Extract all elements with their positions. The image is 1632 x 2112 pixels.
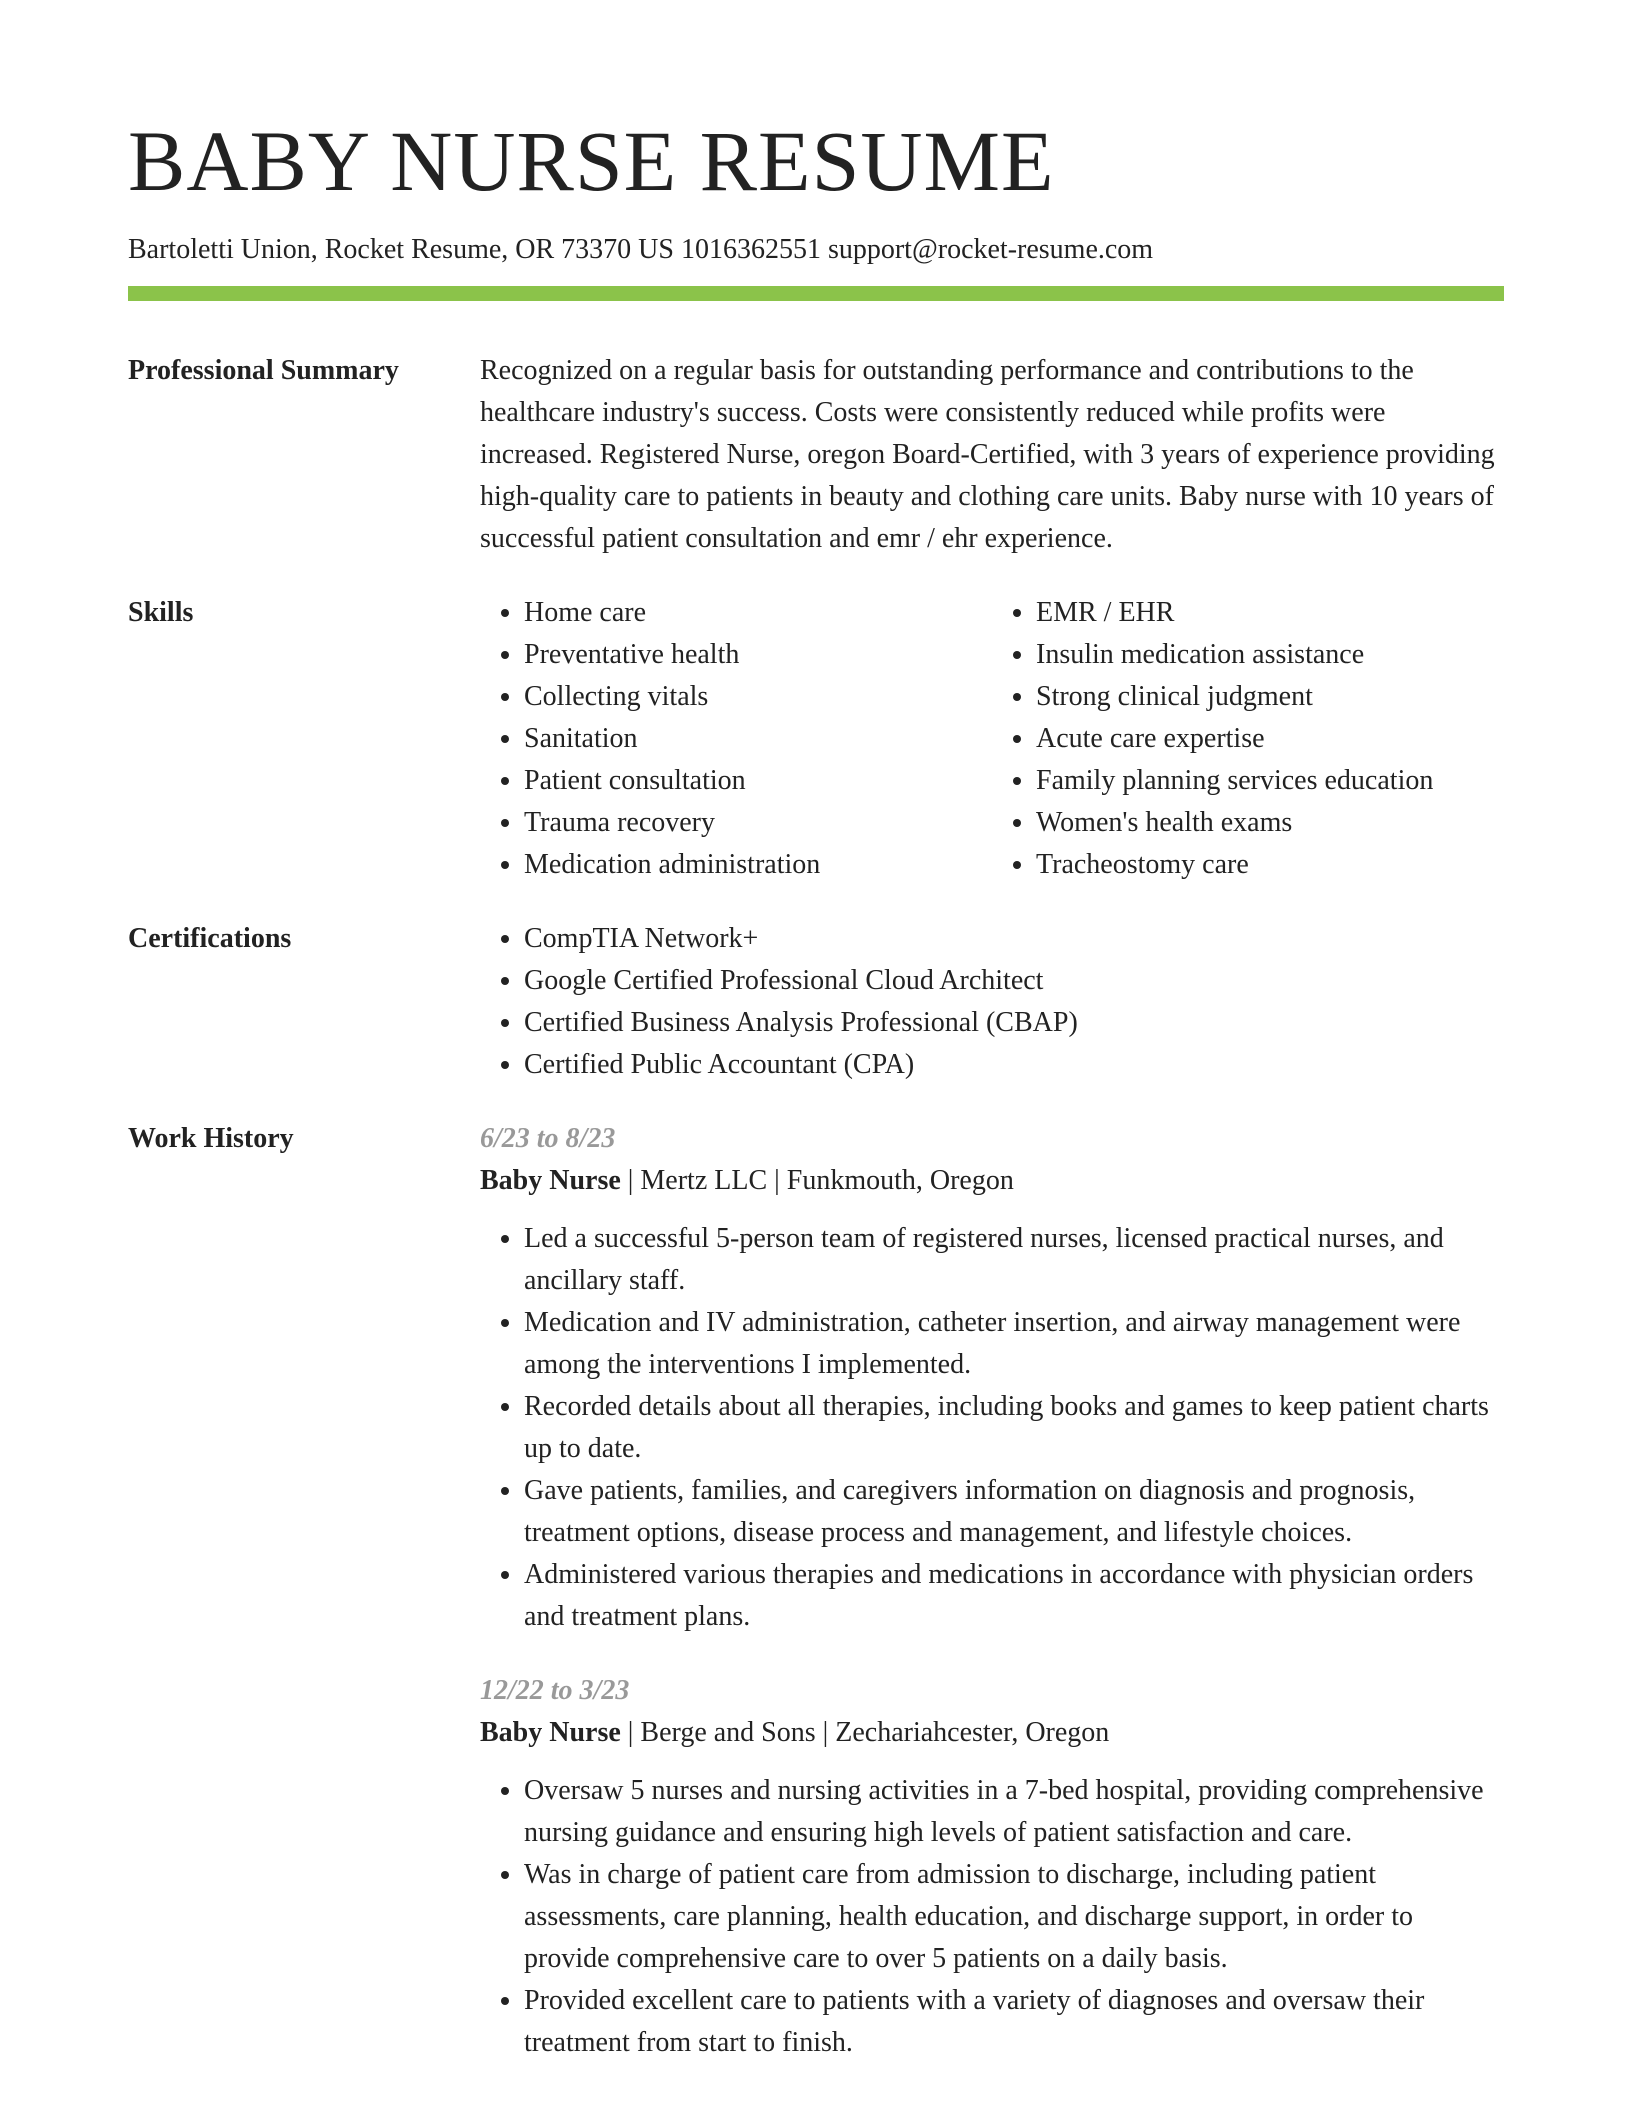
certifications-list: [480, 918, 1504, 1086]
job-entry: [480, 1118, 1504, 1638]
job-dates: 6/23 to 8/23: [480, 1123, 616, 1154]
skill-item: • Sanitation: [524, 718, 992, 760]
work-history-body: [480, 1118, 1504, 2064]
skill-item: • Patient consultation: [524, 760, 992, 802]
job-title: Baby Nurse: [480, 1717, 621, 1748]
skill-item: • Family planning services education: [1036, 760, 1504, 802]
section-label-certifications: Certifications: [128, 923, 292, 954]
section-label-skills: Skills: [128, 597, 194, 628]
skills-columns: [480, 592, 1504, 886]
skill-item: • Collecting vitals: [524, 676, 992, 718]
skills-list-left: [480, 592, 992, 886]
summary-body: [480, 350, 1504, 560]
job-bullets: [480, 1218, 1504, 1638]
job-heading: [480, 1160, 1504, 1202]
certification-item: • Certified Business Analysis Professional (CBAP): [524, 1002, 1504, 1044]
summary-text: Recognized on a regular basis for outstanding performance and contributions to the healthcare industry's success. Costs were consistently reduced while profits were increased. Registered Nurse, oregon Board-Certified, with 3 years of experience providing high-quality care to patients in beauty and clothing care units. Baby nurse with 10 years of successful patient consultation and emr / ehr experience.: [480, 355, 1495, 554]
skill-item: • EMR / EHR: [1036, 592, 1504, 634]
skills-list-right: [992, 592, 1504, 886]
resume-title: BABY NURSE RESUME: [128, 113, 1055, 209]
job-employer-location: | Mertz LLC | Funkmouth, Oregon: [620, 1165, 1014, 1196]
job-bullet: • Medication and IV administration, catheter insertion, and airway management were among the interventions I implemented.: [524, 1302, 1504, 1386]
job-bullets: [480, 1770, 1504, 2064]
certification-item: • Certified Public Accountant (CPA): [524, 1044, 1504, 1086]
job-bullet: • Provided excellent care to patients with a variety of diagnoses and oversaw their treatment from start to finish.: [524, 1980, 1504, 2064]
job-employer-location: | Berge and Sons | Zechariahcester, Oregon: [620, 1717, 1110, 1748]
job-entry: [480, 1670, 1504, 2064]
skill-item: • Tracheostomy care: [1036, 844, 1504, 886]
skill-item: • Strong clinical judgment: [1036, 676, 1504, 718]
job-bullet: • Oversaw 5 nurses and nursing activities in a 7-bed hospital, providing comprehensive nursing guidance and ensuring high levels of patient satisfaction and care.: [524, 1770, 1504, 1854]
job-title: Baby Nurse: [480, 1165, 621, 1196]
certification-item: • Google Certified Professional Cloud Architect: [524, 960, 1504, 1002]
skill-item: • Home care: [524, 592, 992, 634]
skill-item: • Trauma recovery: [524, 802, 992, 844]
job-dates: 12/22 to 3/23: [480, 1675, 630, 1706]
skill-item: • Medication administration: [524, 844, 992, 886]
job-bullet: • Recorded details about all therapies, including books and games to keep patient charts up to date.: [524, 1386, 1504, 1470]
skill-item: • Acute care expertise: [1036, 718, 1504, 760]
skill-item: • Women's health exams: [1036, 802, 1504, 844]
job-heading: [480, 1712, 1504, 1754]
skills-body: [480, 592, 1504, 886]
section-label-summary: Professional Summary: [128, 355, 399, 386]
job-bullet: • Administered various therapies and medications in accordance with physician orders and treatment plans.: [524, 1554, 1504, 1638]
certification-item: • CompTIA Network+: [524, 918, 1504, 960]
certifications-body: [480, 918, 1504, 1086]
section-label-work-history: Work History: [128, 1123, 294, 1154]
contact-line: Bartoletti Union, Rocket Resume, OR 73370 US 1016362551 support@rocket-resume.com: [128, 234, 1154, 265]
job-bullet: • Led a successful 5-person team of registered nurses, licensed practical nurses, and ancillary staff.: [524, 1218, 1504, 1302]
job-bullet: • Gave patients, families, and caregivers information on diagnosis and prognosis, treatment options, disease process and management, and lifestyle choices.: [524, 1470, 1504, 1554]
header-divider: [128, 286, 1504, 301]
skill-item: • Insulin medication assistance: [1036, 634, 1504, 676]
job-bullet: • Was in charge of patient care from admission to discharge, including patient assessments, care planning, health education, and discharge support, in order to provide comprehensive care to over 5 patients on a daily basis.: [524, 1854, 1504, 1980]
skill-item: • Preventative health: [524, 634, 992, 676]
